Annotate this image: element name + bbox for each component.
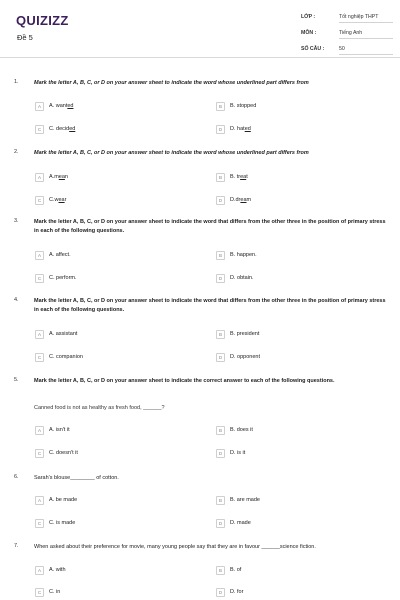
option-text: D. hated: [230, 126, 251, 132]
option-text: C.wear: [49, 197, 67, 203]
answer-option-b[interactable]: [216, 101, 256, 111]
option-letter-box: A: [35, 566, 44, 575]
option-text: C. perform.: [49, 275, 77, 281]
option-letter-box: C: [35, 274, 44, 283]
answer-option-b[interactable]: [216, 565, 241, 575]
option-text: D. made: [230, 520, 251, 526]
option-letter-box: A: [35, 251, 44, 260]
option-letter-box: B: [216, 566, 225, 575]
answer-option-d[interactable]: [216, 195, 251, 205]
option-text: A. wanted: [49, 103, 74, 109]
answer-option-a[interactable]: [35, 250, 71, 260]
answer-option-d[interactable]: [216, 587, 243, 597]
option-text: D.dream: [230, 197, 252, 203]
question-number: 6.: [14, 474, 19, 480]
option-text: B. treat: [230, 174, 248, 180]
option-text: C. in: [49, 589, 61, 595]
option-letter-box: B: [216, 102, 225, 111]
meta-info: [301, 14, 393, 62]
meta-label: LỚP :: [301, 14, 316, 20]
meta-row-count: [301, 46, 393, 62]
option-letter-box: D: [216, 519, 225, 528]
option-letter-box: D: [216, 125, 225, 134]
underlined-part: ea: [58, 197, 65, 203]
underlined-part: ed: [244, 126, 251, 132]
option-letter-box: B: [216, 496, 225, 505]
underlined-part: ed: [67, 103, 74, 109]
option-letter-box: C: [35, 519, 44, 528]
underlined-part: ea: [58, 174, 65, 180]
option-text: A.mean: [49, 174, 68, 180]
answer-option-c[interactable]: [35, 273, 77, 283]
answer-option-d[interactable]: [216, 448, 245, 458]
option-text: B. of: [230, 567, 242, 573]
answer-option-d[interactable]: [216, 124, 251, 134]
answer-option-d[interactable]: [216, 352, 260, 362]
option-text: D. opponent: [230, 354, 260, 360]
option-letter-box: B: [216, 426, 225, 435]
option-letter-box: D: [216, 353, 225, 362]
option-text: A. affect.: [49, 252, 71, 258]
question-number: 4.: [14, 297, 19, 303]
option-text: B. are made: [230, 497, 260, 503]
underlined-part: ed: [69, 126, 76, 132]
option-letter-box: C: [35, 588, 44, 597]
option-text: C. decided: [49, 126, 76, 132]
answer-option-a[interactable]: [35, 101, 73, 111]
question-text: Mark the letter A, B, C, or D on your answer sheet to indicate the correct answer to each of the following questions.: [34, 378, 335, 384]
quizizz-logo: QUIZIZZ: [16, 13, 69, 28]
meta-value: 50: [339, 46, 393, 55]
option-text: B. president: [230, 331, 260, 337]
answer-option-c[interactable]: [35, 448, 78, 458]
option-letter-box: C: [35, 125, 44, 134]
option-letter-box: A: [35, 330, 44, 339]
meta-row-class: [301, 14, 393, 30]
answer-option-a[interactable]: [35, 565, 66, 575]
answer-option-c[interactable]: [35, 124, 75, 134]
question-number: 5.: [14, 377, 19, 383]
document-title: Đề 5: [17, 33, 33, 42]
answer-option-c[interactable]: [35, 352, 83, 362]
question-text: Sarah's blouse________ of cotton.: [34, 475, 119, 481]
question-number: 1.: [14, 79, 19, 85]
option-text: A. be made: [49, 497, 78, 503]
option-text: C. doesn't it: [49, 450, 78, 456]
underlined-part: ea: [240, 174, 247, 180]
answer-option-a[interactable]: [35, 495, 77, 505]
answer-option-b[interactable]: [216, 495, 260, 505]
answer-option-c[interactable]: [35, 518, 75, 528]
option-text: C. companion: [49, 354, 83, 360]
page-header: [0, 0, 400, 58]
question-number: 7.: [14, 543, 19, 549]
option-text: D. obtain.: [230, 275, 254, 281]
answer-option-d[interactable]: [216, 518, 251, 528]
answer-option-b[interactable]: [216, 329, 259, 339]
answer-option-a[interactable]: [35, 172, 68, 182]
option-text: C. is made: [49, 520, 76, 526]
option-text: B. does it: [230, 427, 253, 433]
option-letter-box: C: [35, 449, 44, 458]
option-letter-box: A: [35, 496, 44, 505]
answer-option-c[interactable]: [35, 587, 60, 597]
meta-value: Tiếng Anh: [339, 30, 393, 39]
question-stem: Canned food is not as healthy as fresh food, ______?: [34, 405, 165, 411]
option-letter-box: A: [35, 173, 44, 182]
option-letter-box: D: [216, 196, 225, 205]
meta-label: SỐ CÂU :: [301, 46, 325, 52]
meta-label: MÔN :: [301, 30, 317, 36]
option-text: B. happen.: [230, 252, 257, 258]
option-text: B. stopped: [230, 103, 257, 109]
answer-option-a[interactable]: [35, 425, 70, 435]
answer-option-c[interactable]: [35, 195, 66, 205]
underlined-part: ea: [240, 197, 247, 203]
option-text: D. for: [230, 589, 244, 595]
answer-option-b[interactable]: [216, 425, 253, 435]
answer-option-b[interactable]: [216, 250, 257, 260]
answer-option-a[interactable]: [35, 329, 77, 339]
option-letter-box: D: [216, 588, 225, 597]
option-letter-box: C: [35, 353, 44, 362]
option-letter-box: D: [216, 449, 225, 458]
option-letter-box: C: [35, 196, 44, 205]
question-text: Mark the letter A, B, C, or D on your answer sheet to indicate the word that differs from the other three in the position of primary stress in each of the following questions.: [34, 298, 386, 313]
meta-value: Tốt nghiệp THPT: [339, 14, 393, 23]
question-text: Mark the letter A, B, C, or D on your answer sheet to indicate the word that differs from the other three in the position of primary stress in each of the following questions.: [34, 219, 386, 234]
option-text: D. is it: [230, 450, 246, 456]
question-text: Mark the letter A, B, C, or D on your answer sheet to indicate the word whose underlined part differs from: [34, 80, 309, 86]
question-number: 3.: [14, 218, 19, 224]
option-letter-box: B: [216, 330, 225, 339]
option-text: A. with: [49, 567, 66, 573]
option-text: A. isn't it: [49, 427, 70, 433]
question-text: Mark the letter A, B, C, or D on your answer sheet to indicate the word whose underlined part differs from: [34, 150, 309, 156]
question-number: 2.: [14, 149, 19, 155]
option-letter-box: A: [35, 102, 44, 111]
option-letter-box: B: [216, 251, 225, 260]
meta-row-subject: [301, 30, 393, 46]
question-text: When asked about their preference for movie, many young people say that they are in favour ______science fiction.: [34, 544, 316, 550]
answer-option-b[interactable]: [216, 172, 248, 182]
answer-option-d[interactable]: [216, 273, 254, 283]
option-letter-box: B: [216, 173, 225, 182]
option-text: A. assistant: [49, 331, 78, 337]
option-letter-box: A: [35, 426, 44, 435]
option-letter-box: D: [216, 274, 225, 283]
